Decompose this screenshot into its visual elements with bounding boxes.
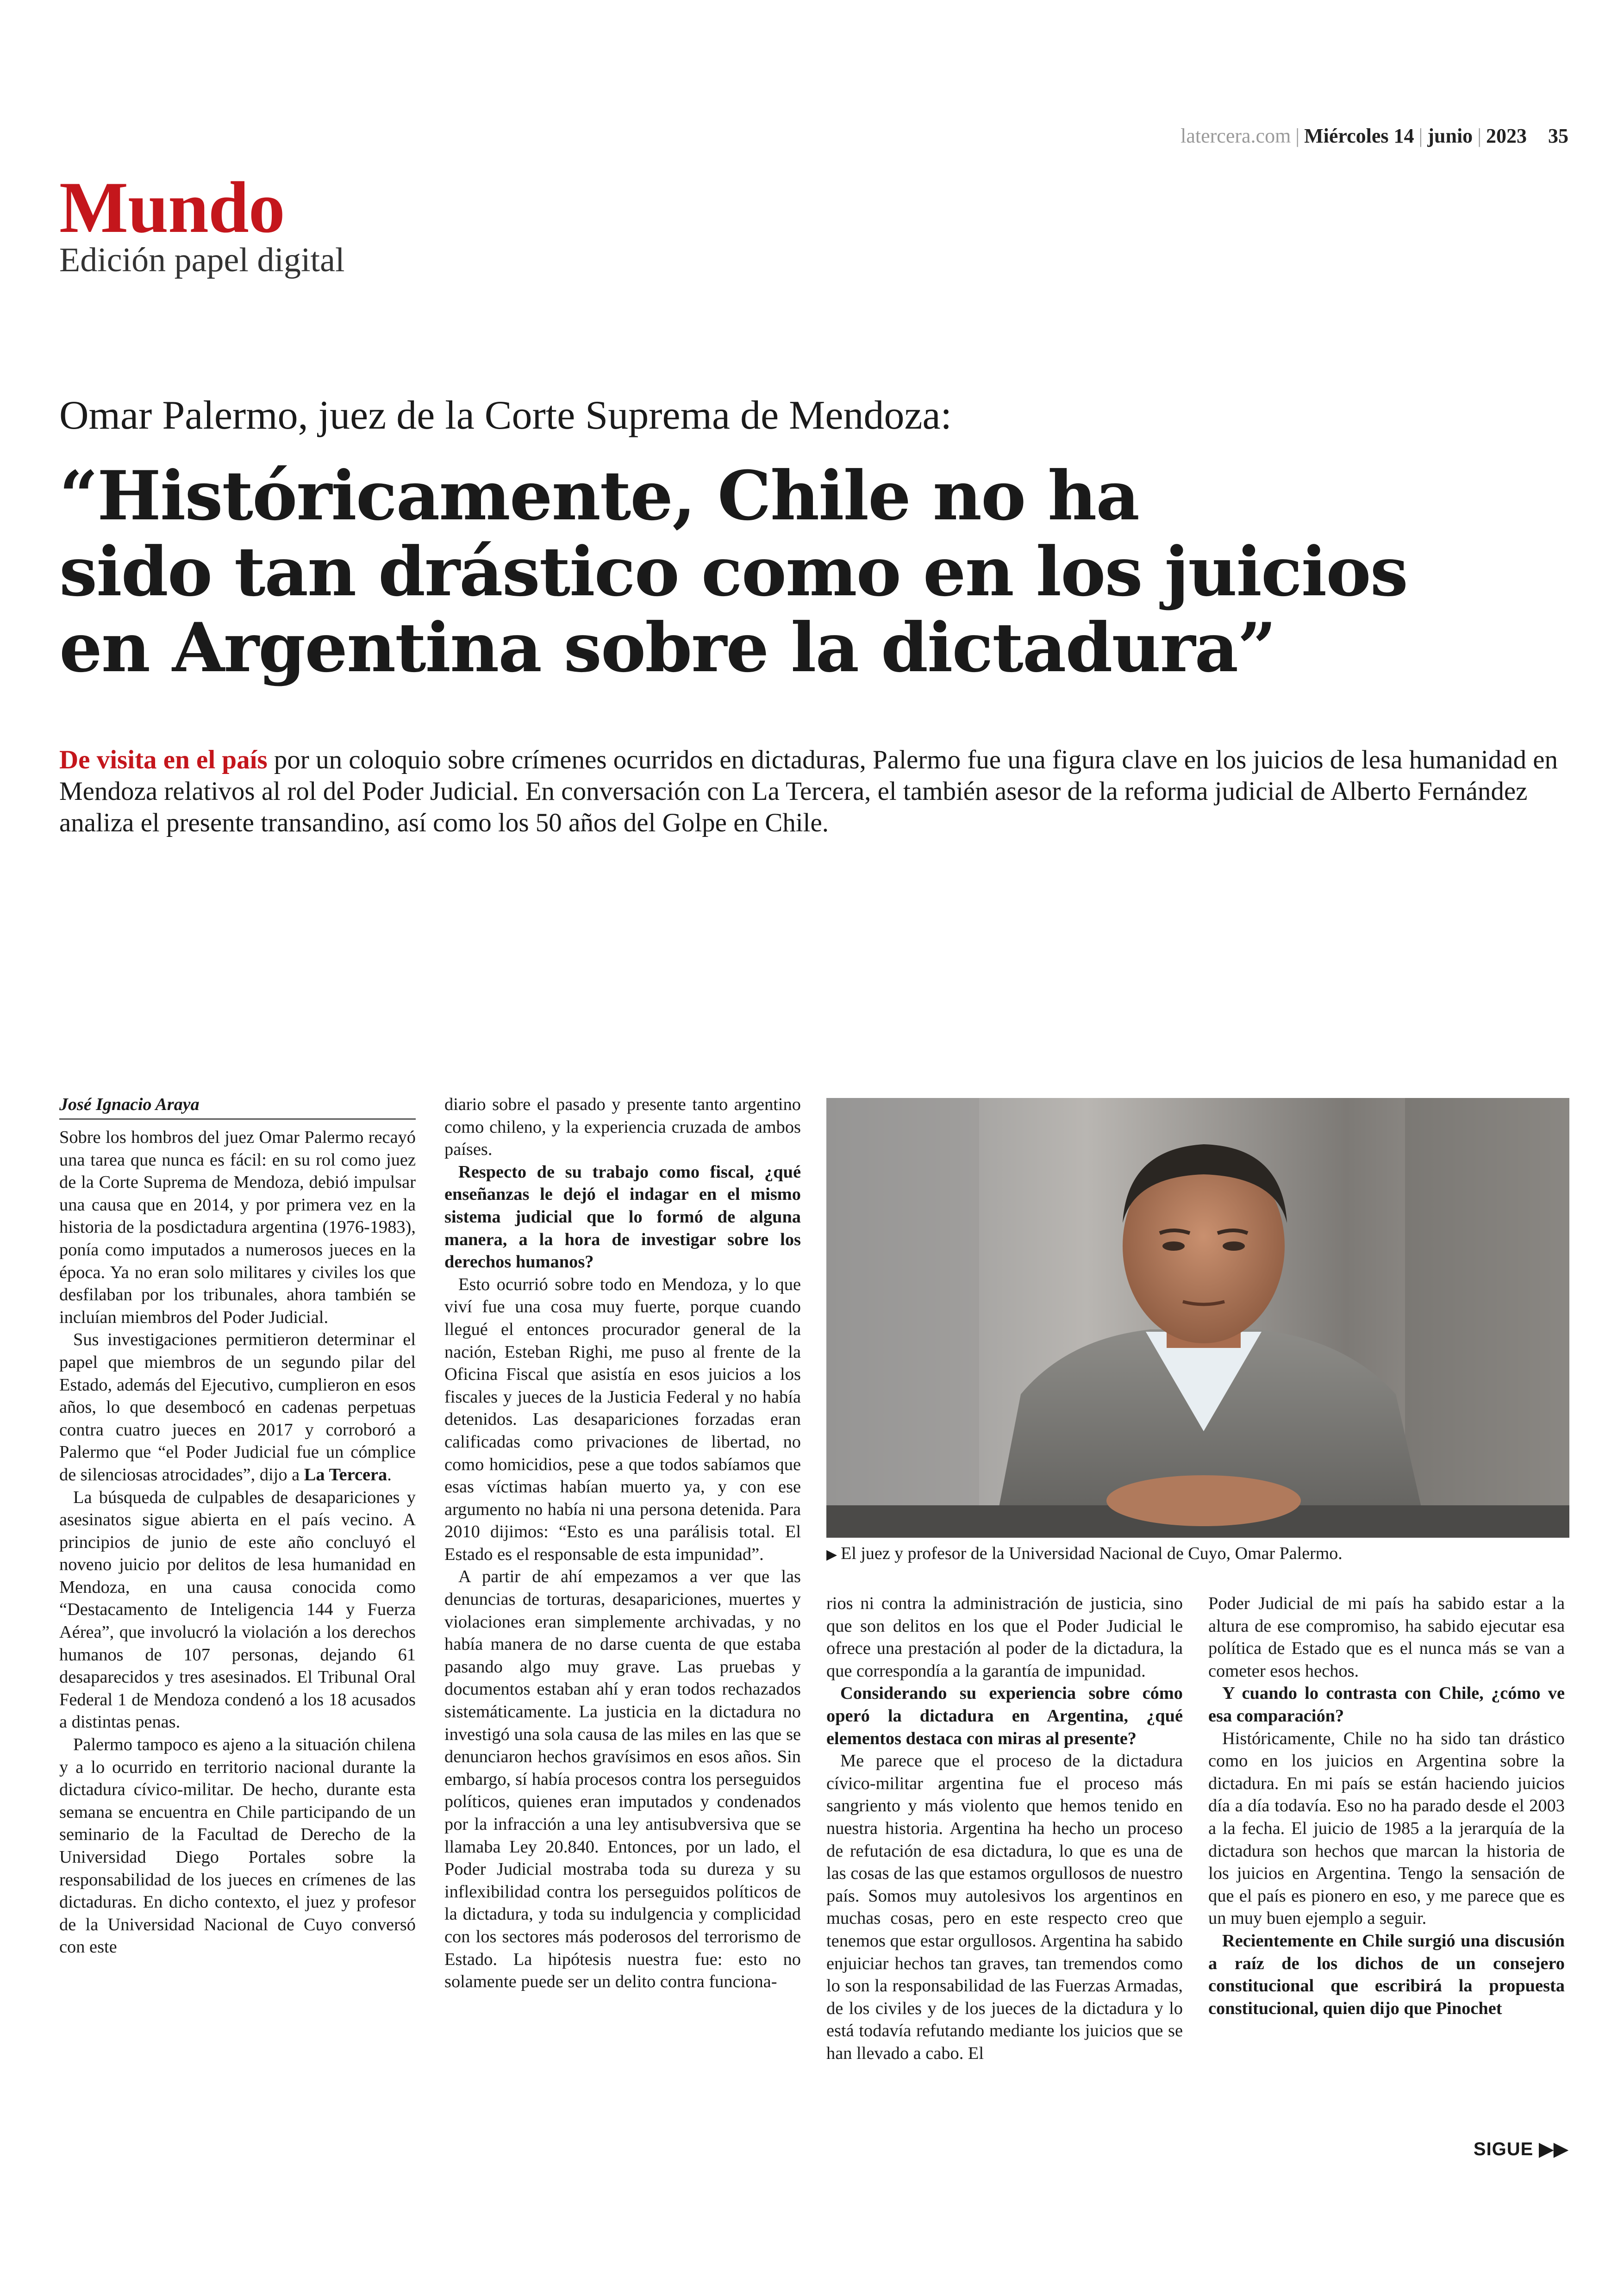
- headline-line: sido tan drástico como en los juicios: [59, 532, 1407, 611]
- headline-line: en Argentina sobre la dictadura”: [59, 608, 1276, 687]
- date-year: 2023: [1486, 125, 1527, 147]
- interview-question: Recientemente en Chile surgió una discusión a raíz de los dichos de un consejero constitucional que escribirá la propuesta constitucional, quien dijo que Pinochet: [1208, 1931, 1565, 2018]
- photo-caption: ▶ El juez y profesor de la Universidad Nacional de Cuyo, Omar Palermo.: [826, 1544, 1343, 1563]
- paragraph: La búsqueda de culpables de desapariciones y asesinatos sigue abierta en el país vecino. A principios de junio de este año concluyó el noveno juicio por delitos de lesa humanidad en Mendoza, en una causa conocida como “Destacamento de Inteligencia 144 y Fuerza Aérea”, que involucró la violación a los derechos humanos de 107 personas, dejando 61 desaparecidos y tres asesinados. El Tribunal Oral Federal 1 de Mendoza condenó a los 18 acusados a distintas penas.: [59, 1487, 416, 1732]
- paragraph: diario sobre el pasado y presente tanto argentino como chileno, y la experiencia cruzada de ambos países.: [444, 1095, 801, 1160]
- page-number: 35: [1548, 125, 1568, 147]
- date-day: Miércoles 14: [1304, 125, 1414, 147]
- publication-name: La Tercera: [304, 1465, 387, 1484]
- paragraph: Palermo tampoco es ajeno a la situación chilena y a lo ocurrido en territorio nacional durante la dictadura cívico-militar. De hecho, durante esta semana se encuentra en Chile participando de un seminario de la Facultad de Derecho de la Universidad Diego Portales sobre la responsabilidad de los jueces en crímenes de las dictaduras. En dicho contexto, el juez y profesor de la Universidad Nacional de Cuyo conversó con este: [59, 1735, 416, 1957]
- edition-label: Edición papel digital: [59, 241, 345, 279]
- paragraph: Sus investigaciones permitieron determinar el papel que miembros de un segundo pilar del Estado, además del Ejecutivo, cumplieron en esos años, lo que desembocó en cadenas perpetuas contra cuatro jueces en 2017 y corroboró a Palermo que “el Poder Judicial fue un cómplice de silenciosas atrocidades”, dijo a La Tercera.: [59, 1330, 416, 1484]
- caption-arrow-icon: ▶: [826, 1547, 837, 1562]
- interview-question: Considerando su experiencia sobre cómo operó la dictadura en Argentina, ¿qué elementos destaca con miras al presente?: [826, 1684, 1183, 1748]
- paragraph: A partir de ahí empezamos a ver que las denuncias de torturas, desapariciones, muertes y violaciones eran simplemente archivadas, y no había manera de no darse cuenta de que estaba pasando algo muy grave. Las pruebas y documentos estaban ahí y eran todos rechazados sistemáticamente. La justicia en la dictadura no investigó una sola causa de las miles en las que se denunciaron hechos gravísimos en esos años. Sin embargo, sí había procesos contra los perseguidos políticos, quienes eran imputados y condenados por la infracción a una ley antisubversiva que se llamaba Ley 20.840. Entonces, por un lado, el Poder Judicial mostraba toda su dureza y su inflexibilidad contra los perseguidos políticos de la dictadura, y toda su indulgencia y complicidad con los sectores más poderosos del terrorismo de Estado. La hipótesis nuestra fue: esto no solamente puede ser un delito contra funciona-: [444, 1567, 801, 1992]
- site-name[interactable]: latercera.com: [1181, 125, 1291, 147]
- article-column-3: [826, 1592, 1183, 2166]
- article-lead: [59, 744, 1564, 839]
- lead-highlight: De visita en el país: [59, 745, 268, 774]
- page-meta: latercera.com | Miércoles 14 | junio | 2023 35: [1181, 125, 1568, 147]
- portrait-illustration: [826, 1098, 1569, 1538]
- byline: José Ignacio Araya: [59, 1093, 416, 1120]
- article-kicker: Omar Palermo, juez de la Corte Suprema de Mendoza:: [59, 393, 952, 438]
- article-headline: [59, 458, 1518, 686]
- date-month: junio: [1427, 125, 1473, 147]
- article-column-1: [59, 1093, 416, 1958]
- continue-label[interactable]: SIGUE ▶▶: [1473, 2139, 1568, 2159]
- lead-text: por un coloquio sobre crímenes ocurridos en dictaduras, Palermo fue una figura clave en los juicios de lesa humanidad en Mendoza relativos al rol del Poder Judicial. En conversación con La Tercera, el también asesor de la reforma judicial de Alberto Fernández analiza el presente transandino, así como los 50 años del Golpe en Chile.: [59, 745, 1558, 837]
- paragraph: Poder Judicial de mi país ha sabido estar a la altura de ese compromiso, ha sabido ejecutar esa política de Estado que es el nunca más se van a cometer esos hechos.: [1208, 1594, 1565, 1681]
- headline-line: “Históricamente, Chile no ha: [59, 456, 1139, 536]
- article-photo: [826, 1098, 1569, 1538]
- article-column-4: [1208, 1592, 1565, 2166]
- paragraph: Me parece que el proceso de la dictadura cívico-militar argentina fue el proceso más sangriento y más violento que hemos tenido en nuestra historia. Argentina ha hecho un proceso de refutación de esa dictadura, lo que es una de las cosas de las que estamos orgullosos de nuestro país. Somos muy autolesivos los argentinos en muchas cosas, pero en este respecto creo que tenemos que estar orgullosos. Argentina ha sabido enjuiciar hechos tan graves, tan tremendos como lo son la responsabilidad de las Fuerzas Armadas, de los civiles y de los jueces de la dictadura y lo está todavía refutando mediante los juicios que se han llevado a cabo. El: [826, 1751, 1183, 2063]
- paragraph: Históricamente, Chile no ha sido tan drástico como en los juicios en Argentina sobre la dictadura. En mi país se están haciendo juicios día a día todavía. Eso no ha parado desde el 2003 a la fecha. El juicio de 1985 a la jerarquía de la dictadura son hechos que marcan la historia de los juicios en Argentina. Tengo la sensación de que el país es pionero en eso, y me parece que es un muy buen ejemplo a seguir.: [1208, 1728, 1565, 1928]
- paragraph: rios ni contra la administración de justicia, sino que son delitos en los que el Poder Judicial le ofrece una prestación al poder de la dictadura, la que correspondía a la garantía de impunidad.: [826, 1594, 1183, 1681]
- article-column-2: [444, 1093, 801, 1993]
- section-title: Mundo: [59, 167, 285, 248]
- paragraph: Sobre los hombros del juez Omar Palermo recayó una tarea que nunca es fácil: en su rol como juez de la Corte Suprema de Mendoza, debió impulsar una causa que en 2014, y por primera vez en la historia de la posdictadura argentina (1976-1983), ponía como imputados a numerosos jueces en la época. Ya no eran solo militares y civiles los que desfilaban por los tribunales, ahora también se incluían miembros del Poder Judicial.: [59, 1128, 416, 1327]
- paragraph: Esto ocurrió sobre todo en Mendoza, y lo que viví fue una cosa muy fuerte, porque cuando llegué el entonces procurador general de la nación, Esteban Righi, me puso al frente de la Oficina Fiscal que asistía en esos juicios a los fiscales y jueces de la Justicia Federal y no había detenidos. Las desapariciones forzadas eran calificadas como privaciones de libertad, no como homicidios, pese a que todos sabíamos que esas víctimas habían muerto ya, y con ese argumento no había ni una persona detenida. Para 2010 dijimos: “Esto es una parálisis total. El Estado es el responsable de esta impunidad”.: [444, 1274, 801, 1564]
- interview-question: Respecto de su trabajo como fiscal, ¿qué enseñanzas le dejó el indagar en el mismo sistema judicial que lo formó de alguna manera, a la hora de investigar sobre los derechos humanos?: [444, 1162, 801, 1272]
- interview-question: Y cuando lo contrasta con Chile, ¿cómo ve esa comparación?: [1208, 1684, 1565, 1726]
